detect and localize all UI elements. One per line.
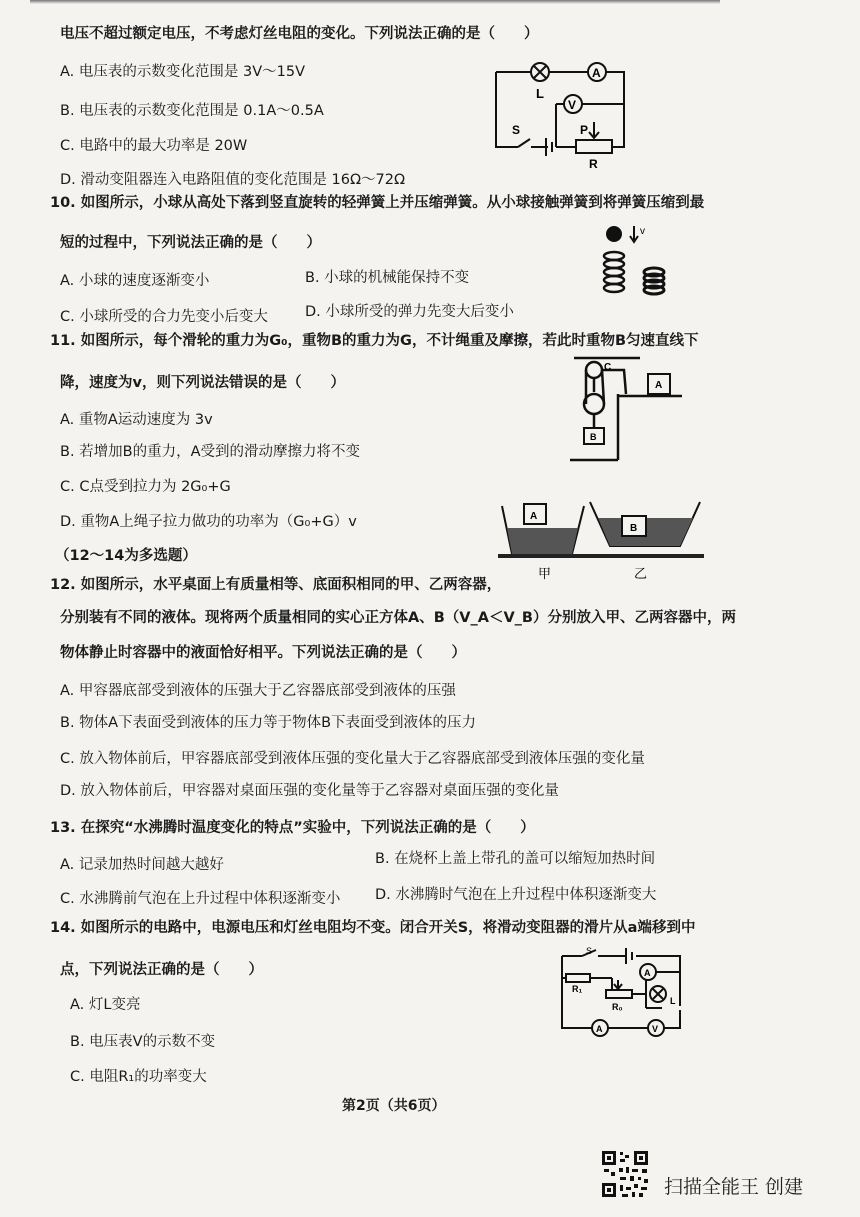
q11-option-b: B. 若增加B的重力，A受到的滑动摩擦力将不变	[60, 444, 361, 460]
q9-option-b: B. 电压表的示数变化范围是 0.1A～0.5A	[60, 103, 324, 119]
label-ammeter-bottom: A	[596, 1024, 603, 1034]
q12-option-b: B. 物体A下表面受到液体的压力等于物体B下表面受到液体的压力	[60, 715, 477, 731]
page-number: 第2页（共6页）	[342, 1098, 446, 1114]
label-c: C	[604, 362, 612, 373]
q11-pulley-figure	[560, 356, 685, 464]
lamp-symbol	[531, 63, 549, 81]
q14-circuit-figure	[552, 946, 687, 1038]
label-b: B	[630, 523, 638, 534]
label-lamp: L	[670, 996, 676, 1006]
label-r1: R₁	[572, 984, 583, 994]
q14-option-c: C. 电阻R₁的功率变大	[70, 1069, 207, 1085]
q10-option-b: B. 小球的机械能保持不变	[305, 270, 470, 286]
q10-option-c: C. 小球所受的合力先变小后变大	[60, 309, 268, 325]
label-ammeter: A	[592, 66, 601, 80]
q13-option-b: B. 在烧杯上盖上带孔的盖可以缩短加热时间	[375, 851, 656, 867]
q13-option-c: C. 水沸腾前气泡在上升过程中体积逐渐变小	[60, 891, 341, 907]
label-s: S	[512, 123, 521, 137]
q10-stem-line2: 短的过程中，下列说法正确的是（ ）	[60, 235, 321, 251]
q13-option-a: A. 记录加热时间越大越好	[60, 857, 224, 873]
label-a: A	[655, 380, 663, 391]
spring-long	[604, 252, 624, 292]
q12-stem-line3: 物体静止时容器中的液面恰好相平。下列说法正确的是（ ）	[60, 645, 466, 661]
label-yi: 乙	[634, 567, 648, 582]
q14-stem-line2: 点，下列说法正确的是（ ）	[60, 962, 263, 978]
q14-option-a: A. 灯L变亮	[70, 997, 141, 1013]
q9-stem: 电压不超过额定电压，不考虑灯丝电阻的变化。下列说法正确的是（ ）	[60, 26, 539, 42]
q11-option-c: C. C点受到拉力为 2G₀+G	[60, 479, 231, 495]
label-p: P	[580, 123, 589, 137]
q10-option-a: A. 小球的速度逐渐变小	[60, 273, 210, 289]
q11-stem-line2: 降，速度为v，则下列说法错误的是（ ）	[60, 375, 345, 391]
q9-option-a: A. 电压表的示数变化范围是 3V～15V	[60, 64, 306, 80]
label-s: S	[586, 946, 593, 956]
scanner-watermark-text: 扫描全能王 创建	[664, 1176, 804, 1198]
label-b: B	[590, 432, 597, 442]
label-voltmeter: V	[568, 98, 577, 112]
ball	[606, 226, 622, 242]
label-voltmeter: V	[652, 1024, 659, 1034]
q12-stem-line1: 12. 如图所示，水平桌面上有质量相等、底面积相同的甲、乙两容器，	[50, 577, 502, 593]
q11-option-a: A. 重物A运动速度为 3v	[60, 412, 213, 428]
label-r0: R₀	[612, 1002, 623, 1012]
q12-option-c: C. 放入物体前后，甲容器底部受到液体压强的变化量大于乙容器底部受到液体压强的变化量	[60, 751, 645, 767]
label-r: R	[589, 157, 598, 171]
label-ammeter-top: A	[644, 968, 651, 978]
label-jia: 甲	[538, 567, 552, 582]
q9-option-c: C. 电路中的最大功率是 20W	[60, 138, 248, 154]
label-a: A	[530, 511, 538, 522]
q9-option-d: D. 滑动变阻器连入电路阻值的变化范围是 16Ω～72Ω	[60, 172, 406, 188]
q14-stem-line1: 14. 如图所示的电路中，电源电压和灯丝电阻均不变。闭合开关S，将滑动变阻器的滑片从a端移到中	[50, 920, 696, 936]
q12-stem-line2: 分别装有不同的液体。现将两个质量相同的实心正方体A、B（V_A＜V_B）分别放入甲、乙两容器中，两	[60, 610, 736, 626]
q13-option-d: D. 水沸腾时气泡在上升过程中体积逐渐变大	[375, 887, 657, 903]
container-jia	[502, 504, 584, 554]
q12-option-a: A. 甲容器底部受到液体的压强大于乙容器底部受到液体的压强	[60, 683, 456, 699]
q11-stem-line1: 11. 如图所示，每个滑轮的重力为G₀，重物B的重力为G，不计绳重及摩擦，若此时重物B匀速直线下	[50, 333, 699, 349]
q12-containers-figure	[498, 494, 704, 584]
q11-option-d: D. 重物A上绳子拉力做功的功率为（G₀+G）v	[60, 514, 357, 530]
qr-code-icon	[600, 1149, 650, 1199]
multi-select-note: （12～14为多选题）	[55, 548, 197, 564]
q10-spring-figure	[592, 222, 672, 304]
q10-stem-line1: 10. 如图所示，小球从高处下落到竖直旋转的轻弹簧上并压缩弹簧。从小球接触弹簧到将弹簧压缩到最	[50, 195, 705, 211]
q12-option-d: D. 放入物体前后，甲容器对桌面压强的变化量等于乙容器对桌面压强的变化量	[60, 783, 559, 799]
q10-option-d: D. 小球所受的弹力先变大后变小	[305, 304, 514, 320]
velocity-label: v	[640, 226, 645, 237]
container-yi	[590, 502, 700, 546]
q14-option-b: B. 电压表V的示数不变	[70, 1034, 216, 1050]
spring-compressed	[644, 268, 664, 294]
label-l: L	[536, 86, 544, 101]
q9-circuit-figure	[486, 52, 631, 177]
top-edge-shadow	[30, 0, 720, 4]
q13-stem: 13. 在探究“水沸腾时温度变化的特点”实验中，下列说法正确的是（ ）	[50, 820, 535, 836]
